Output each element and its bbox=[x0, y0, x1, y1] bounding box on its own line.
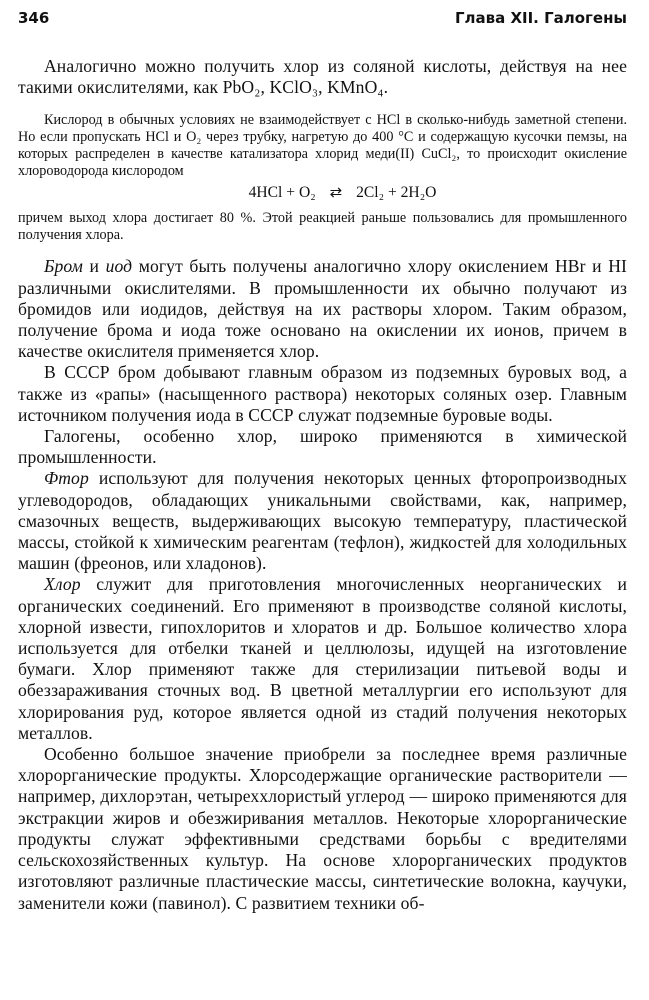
small-paragraph-deacon: Кислород в обычных условиях не взаимодействует с HCl в сколько-нибудь заметной степени. Но если пропускать HCl и O₂ через трубку, нагретую до 400 °C и содержащую кусочки пемзы, на которых распределен в качестве катализатора хлорид меди(II) CuCl₂, то происходит окисление хлороводорода кислородом bbox=[18, 112, 627, 180]
chapter-title: Глава XII. Галогены bbox=[454, 9, 627, 27]
paragraph-hcl-oxidizers: Аналогично можно получить хлор из соляной кислоты, действуя на нее такими окислителями, как PbO₂, KClO₃, KMnO₄. bbox=[18, 56, 627, 98]
equation-left: 4HCl + O₂ bbox=[248, 184, 316, 202]
paragraph-ussr-bromine: В СССР бром добывают главным образом из подземных буровых вод, а также из «рапы» (насыщенного раствора) некоторых соляных озер. Главным источником получения иода в СССР служат подземные буровые воды. bbox=[18, 362, 627, 425]
equation-right: 2Cl₂ + 2H₂O bbox=[356, 184, 437, 202]
equilibrium-arrow-icon: ⇄ bbox=[329, 185, 343, 202]
paragraph-text: служит для приготовления многочисленных неорганических и органических соединений. Его применяют в производстве соляной кислоты, хлорной извести, гипохлоритов и хлоратов и др. Большое количество хлора используется для отбелки тканей и целлюлозы, идущей на изготовление бумаги. Хлор применяют также для стерилизации питьевой воды и обеззараживания сточных вод. В цветной металлургии его используют для хлорирования руд, которое является одной из стадий получения некоторых металлов. bbox=[18, 574, 627, 743]
paragraph-halogen-use: Галогены, особенно хлор, широко применяются в химической промышленности. bbox=[18, 426, 627, 468]
running-header bbox=[18, 6, 627, 30]
paragraph-text: и bbox=[82, 256, 106, 277]
paragraph-fluorine bbox=[18, 468, 627, 574]
paragraph-text: могут быть получены аналогично хлору окислением HBr и HI различными окислителями. В промышленности их обычно получают из бромидов или иодидов, действуя на их растворы хлором. Таким образом, получение брома и иода тоже основано на окислении их ионов, причем в качестве окислителя применяется хлор. bbox=[18, 256, 627, 362]
paragraph-bromine-iodine bbox=[18, 256, 627, 362]
reaction-equation bbox=[18, 182, 627, 204]
paragraph-chlorine bbox=[18, 574, 627, 744]
term-bromine: Бром bbox=[44, 256, 83, 277]
paragraph-organochlorine: Особенно большое значение приобрели за последнее время различные хлорорганические продукты. Хлорсодержащие органические растворители — например, дихлорэтан, четыреххлористый углерод — широко применяются для экстракции жиров и обезжиривания металлов. Некоторые хлорорганические продукты служат эффективными средствами борьбы с вредителями сельскохозяйственных культур. На основе хлорорганических продуктов изготовляют различные пластические массы, синтетические волокна, каучуки, заменители кожи (павинол). С развитием техники об- bbox=[18, 744, 627, 913]
term-chlorine: Хлор bbox=[44, 574, 81, 595]
term-fluorine: Фтор bbox=[44, 468, 89, 489]
term-iodine: иод bbox=[105, 256, 133, 277]
page-number: 346 bbox=[18, 9, 50, 27]
paragraph-text: используют для получения некоторых ценных фторопроизводных углеводородов, обладающих уникальными свойствами, как, например, смазочных веществ, выдерживающих высокую температуру, пластической массы, стойкой к химическим реагентам (тефлон), жидкостей для холодильных машин (фреонов, или хладонов). bbox=[18, 468, 627, 574]
small-paragraph-yield: причем выход хлора достигает 80 %. Этой реакцией раньше пользовались для промышленного получения хлора. bbox=[18, 210, 627, 244]
